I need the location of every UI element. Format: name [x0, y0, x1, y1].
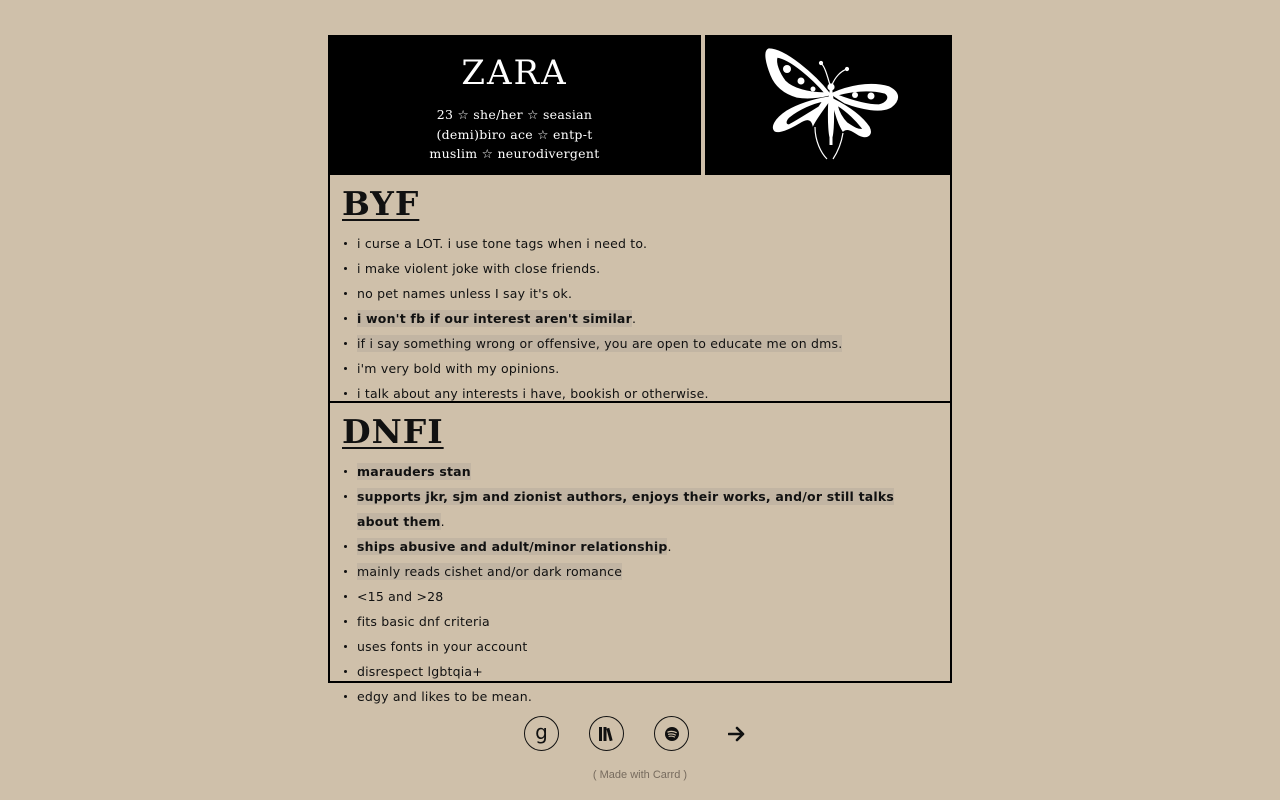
list-item: if i say something wrong or offensive, you are open to educate me on dms.: [342, 331, 938, 356]
profile-name: ZARA: [461, 53, 568, 93]
arrow-right-icon: [728, 726, 746, 742]
list-item: marauders stan: [342, 459, 938, 484]
goodreads-link[interactable]: [524, 716, 559, 751]
spotify-icon: [664, 726, 680, 742]
list-item: mainly reads cishet and/or dark romance: [342, 559, 938, 584]
list-item: i curse a LOT. i use tone tags when i need to.: [342, 231, 938, 256]
list-item: disrespect lgbtqia+: [342, 659, 938, 684]
butterfly-icon: [705, 35, 952, 175]
dnfi-title: DNFI: [342, 412, 444, 451]
next-button[interactable]: [719, 716, 754, 751]
list-item: <15 and >28: [342, 584, 938, 609]
butterfly-image: [705, 35, 952, 175]
list-item: i talk about any interests i have, bookish or otherwise.: [342, 381, 938, 406]
spotify-link[interactable]: [654, 716, 689, 751]
list-item: i won't fb if our interest aren't similar.: [342, 306, 938, 331]
list-item: ships abusive and adult/minor relationship.: [342, 534, 938, 559]
list-item: supports jkr, sjm and zionist authors, enjoys their works, and/or still talks about them.: [342, 484, 938, 534]
list-item: edgy and likes to be mean.: [342, 684, 938, 709]
byf-list: [342, 231, 938, 406]
goodreads-icon: g: [535, 719, 548, 744]
byf-title: BYF: [342, 184, 420, 223]
library-icon: [599, 727, 615, 741]
list-item: i'm very bold with my opinions.: [342, 356, 938, 381]
library-link[interactable]: [589, 716, 624, 751]
list-item: fits basic dnf criteria: [342, 609, 938, 634]
list-item: i make violent joke with close friends.: [342, 256, 938, 281]
profile-intro: [328, 35, 701, 175]
profile-card: [328, 35, 952, 704]
list-item: no pet names unless I say it's ok.: [342, 281, 938, 306]
dnfi-section: [328, 403, 952, 704]
bio-line-2: (demi)biro ace ☆ entp-t: [436, 126, 593, 142]
dnfi-list: [342, 459, 938, 709]
made-with-carrd[interactable]: ( Made with Carrd ): [592, 769, 688, 781]
list-item: uses fonts in your account: [342, 634, 938, 659]
bio-line-3: muslim ☆ neurodivergent: [429, 146, 600, 161]
social-links: [524, 716, 754, 751]
bio-line-1: 23 ☆ she/her ☆ seasian: [436, 107, 593, 122]
profile-header: [328, 35, 952, 175]
byf-section: [328, 175, 952, 403]
